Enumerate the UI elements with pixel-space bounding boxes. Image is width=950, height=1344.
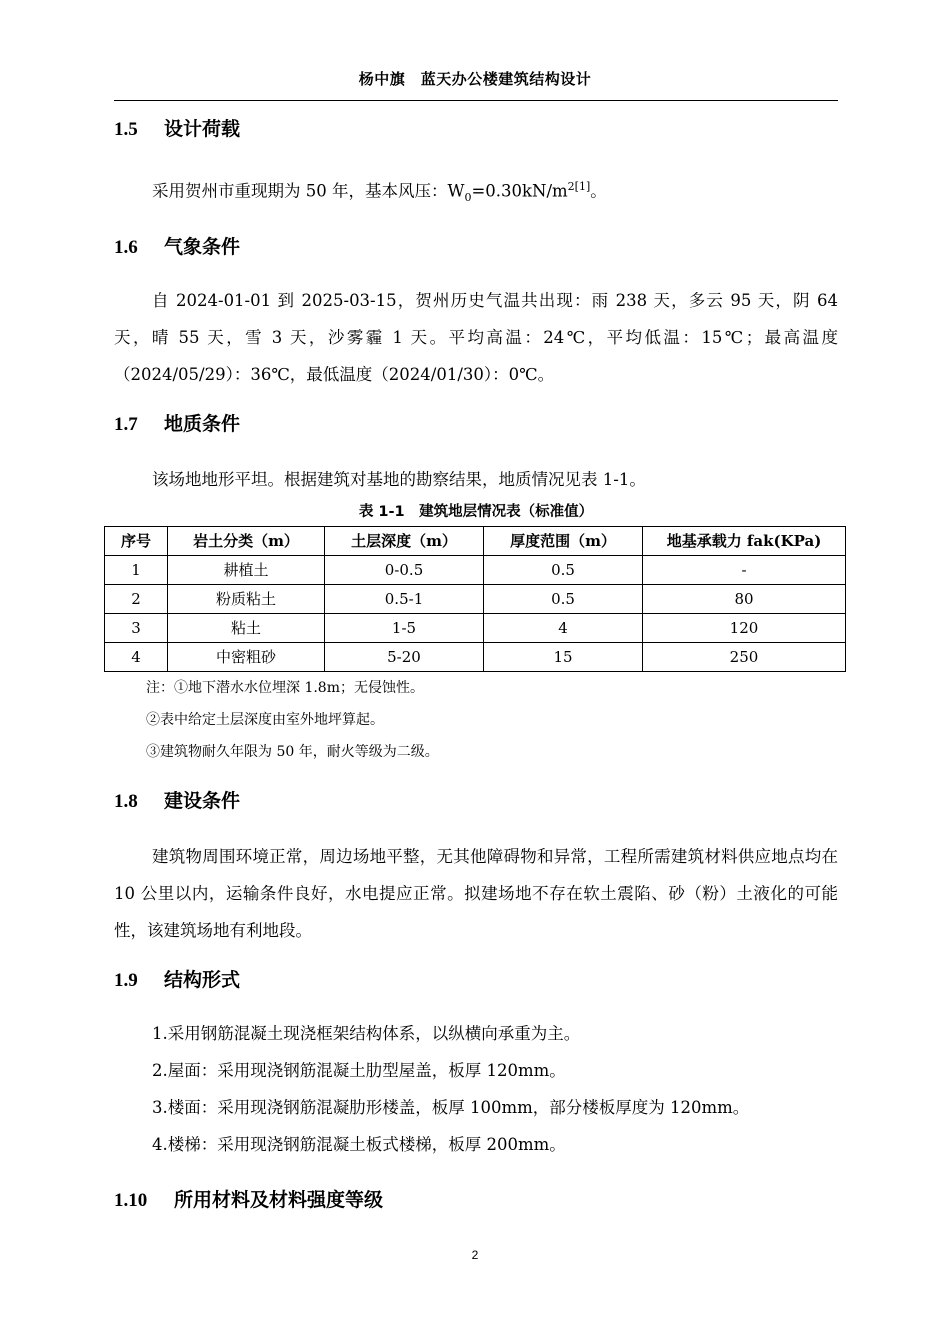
table-cell: - xyxy=(643,555,846,584)
table-header-cell: 厚度范围（m） xyxy=(484,526,643,555)
table-cell: 耕植土 xyxy=(168,555,325,584)
table-row xyxy=(105,584,846,613)
table-cell: 粉质粘土 xyxy=(168,584,325,613)
table-header-cell: 土层深度（m） xyxy=(325,526,484,555)
structure-list-item: 1.采用钢筋混凝土现浇框架结构体系，以纵横向承重为主。 xyxy=(152,1023,581,1043)
table-cell: 0.5 xyxy=(484,555,643,584)
table-note: 注：①地下潜水水位埋深 1.8m；无侵蚀性。 xyxy=(146,679,424,696)
table-row xyxy=(105,555,846,584)
table-note: ③建筑物耐久年限为 50 年，耐火等级为二级。 xyxy=(146,743,439,760)
page-number: 2 xyxy=(471,1248,479,1262)
section-1-8-text: 建筑物周围环境正常，周边场地平整，无其他障碍物和异常，工程所需建筑材料供应地点均在 10 公里以内，运输条件良好，水电提应正常。拟建场地不存在软土震陷、砂（粉）土液化的可能性，该建筑场地有利地段。 xyxy=(114,846,838,940)
section-heading-1-10: 1.10 所用材料及材料强度等级 xyxy=(114,1188,384,1211)
table-cell: 0.5-1 xyxy=(325,584,484,613)
section-heading-1-7: 1.7 地质条件 xyxy=(114,412,241,435)
table-cell: 1 xyxy=(105,555,168,584)
page-header: 杨中旗 蓝天办公楼建筑结构设计 xyxy=(358,70,592,88)
table-cell: 中密粗砂 xyxy=(168,642,325,671)
table-cell: 4 xyxy=(105,642,168,671)
table-cell: 0.5 xyxy=(484,584,643,613)
table-cell: 3 xyxy=(105,613,168,642)
table-cell: 粘土 xyxy=(168,613,325,642)
geology-table xyxy=(104,526,846,672)
document-body xyxy=(114,114,838,1215)
structure-list-item: 3.楼面：采用现浇钢筋混凝肋形楼盖，板厚 100mm，部分楼板厚度为 120mm。 xyxy=(152,1097,750,1117)
header-rule xyxy=(114,100,838,101)
section-1-6-text: 自 2024-01-01 到 2025-03-15，贺州历史气温共出现：雨 238 天，多云 95 天，阴 64 天，晴 55 天，雪 3 天，沙雾霾 1 天。平均高温：24℃，平均低温：15℃；最高温度（2024/05/29）：36℃，最低温度（2024/01/30）：0℃。 xyxy=(114,290,838,384)
table-cell: 5-20 xyxy=(325,642,484,671)
section-heading-1-5: 1.5 设计荷载 xyxy=(114,118,241,140)
table-header-cell: 岩土分类（m） xyxy=(168,526,325,555)
table-cell: 80 xyxy=(643,584,846,613)
table-cell: 250 xyxy=(643,642,846,671)
table-header-cell: 地基承载力 fak(KPa) xyxy=(643,526,846,555)
table-cell: 15 xyxy=(484,642,643,671)
table-cell: 1-5 xyxy=(325,613,484,642)
table-caption: 表 1-1 建筑地层情况表（标准值） xyxy=(358,503,594,520)
table-header-row xyxy=(105,526,846,555)
table-cell: 2 xyxy=(105,584,168,613)
table-cell: 4 xyxy=(484,613,643,642)
table-cell: 120 xyxy=(643,613,846,642)
section-heading-1-6: 1.6 气象条件 xyxy=(114,235,241,258)
section-1-7-text: 该场地地形平坦。根据建筑对基地的勘察结果，地质情况见表 1-1。 xyxy=(152,469,646,489)
table-header-cell: 序号 xyxy=(105,526,168,555)
table-cell: 0-0.5 xyxy=(325,555,484,584)
section-1-5-text: 采用贺州市重现期为 50 年，基本风压：$W_0=0.30kN/m^{2[1]}$。 xyxy=(152,180,607,204)
table-note: ②表中给定土层深度由室外地坪算起。 xyxy=(146,711,384,728)
section-heading-1-8: 1.8 建设条件 xyxy=(114,789,241,812)
table-row xyxy=(105,613,846,642)
structure-list-item: 4.楼梯：采用现浇钢筋混凝土板式楼梯，板厚 200mm。 xyxy=(152,1134,566,1154)
table-row xyxy=(105,642,846,671)
section-heading-1-9: 1.9 结构形式 xyxy=(114,968,241,991)
structure-list-item: 2.屋面：采用现浇钢筋混凝土肋型屋盖，板厚 120mm。 xyxy=(152,1060,566,1080)
